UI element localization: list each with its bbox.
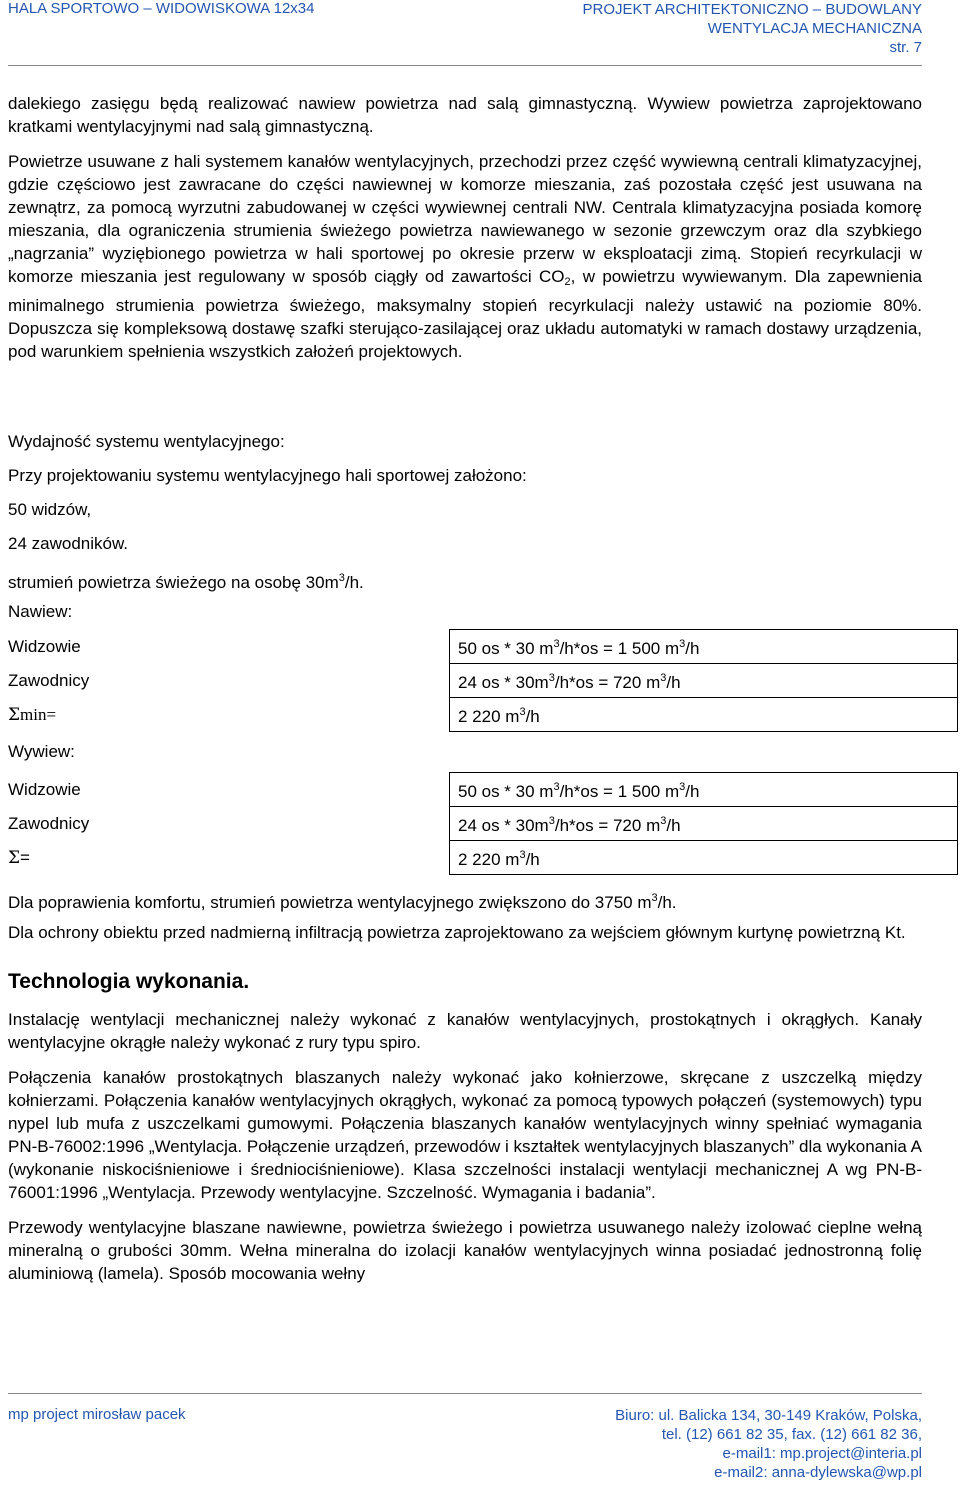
fresh-air-unit: /h. — [344, 573, 364, 592]
footer-address: Biuro: ul. Balicka 134, 30-149 Kraków, Polska, — [615, 1407, 922, 1424]
page-number: str. 7 — [889, 39, 922, 56]
fresh-air-text: strumień powietrza świeżego na osobę 30m — [8, 573, 339, 592]
sigma-symbol: Σ — [8, 704, 21, 725]
supply-table — [8, 629, 958, 732]
supply-title: Nawiew: — [8, 602, 73, 621]
supply-row-players — [8, 664, 958, 698]
players-count: 24 zawodników. — [8, 534, 129, 553]
exhaust-title: Wywiew: — [8, 742, 75, 761]
row-label: Widzowie — [8, 780, 81, 799]
exhaust-row-sum — [8, 841, 958, 875]
supply-row-sum — [8, 698, 958, 732]
exhaust-table — [8, 772, 958, 875]
footer-company: mp project mirosław pacek — [8, 1406, 186, 1423]
comfort-sup: 3 — [651, 892, 658, 904]
fresh-air-per-person — [8, 561, 922, 595]
header-divider — [8, 65, 922, 66]
paragraph-air-curtain: Dla ochrony obiektu przed nadmierną infiltracją powietrza zaprojektowano za wejściem głównym kurtynę powietrzną Kt. — [8, 923, 906, 942]
row-value: 24 os * $30m^3/h*os = 720$ $m^3/h$ — [450, 664, 958, 698]
row-value: 2 220 $m^3/h$ — [450, 698, 958, 732]
row-value: 24 os * $30m^3/h*os = 720$ $m^3/h$ — [450, 807, 958, 841]
row-label: Σ= — [8, 847, 30, 868]
spectators-count: 50 widzów, — [8, 500, 92, 519]
footer-divider — [8, 1393, 922, 1394]
supply-row-spectators — [8, 630, 958, 664]
paragraph-recirculation — [8, 150, 922, 363]
section-title-technology: Technologia wykonania. — [8, 970, 250, 993]
footer-phone: tel. (12) 661 82 35, fax. (12) 661 82 36, — [661, 1426, 922, 1443]
row-label: Zawodnicy — [8, 671, 90, 690]
row-value: 2 220 $m^3/h$ — [450, 841, 958, 875]
paragraph-ducts: Instalację wentylacji mechanicznej należy wykonać z kanałów wentylacyjnych, prostokątnych i okrągłych. Kanały wentylacyjne okrągłe należy wykonać z rury typu spiro. — [8, 1010, 922, 1052]
recirculation-text-b: , w powietrzu wywiewanym. Dla zapewnienia minimalnego strumienia powietrza świeżego, maksymalny stopień recyrkulacji należy ustawić na poziomie 80%. Dopuszcza się kompleksową dostawę szafki sterująco-zasilającej oraz układu automatyki w ramach dostawy urządzenia, pod warunkiem spełnienia wszystkich założeń projektowych. — [8, 267, 922, 361]
comfort-unit: /h. — [657, 893, 677, 912]
paragraph-air-supply: dalekiego zasięgu będą realizować nawiew powietrza nad salą gimnastyczną. Wywiew powietrza zaprojektowano kratkami wentylacyjnymi nad salą gimnastyczną. — [8, 94, 922, 136]
header-document-info — [583, 0, 923, 57]
paragraph-insulation: Przewody wentylacyjne blaszane nawiewne, powietrza świeżego i powietrza usuwanego należy izolować cieplne wełną mineralną o grubości 30mm. Wełna mineralna do izolacji kanałów wentylacyjnych winna posiadać jednostronną folię aluminiową (lamela). Sposób mocowania wełny — [8, 1218, 922, 1283]
capacity-title: Wydajność systemu wentylacyjnego: — [8, 432, 285, 451]
paragraph-connections: Połączenia kanałów prostokątnych blaszanych należy wykonać jako kołnierzowe, skręcane z uszczelką między kołnierzami. Połączenia kanałów wentylacyjnych okrągłych, wykonać za pomocą typowych połączeń (systemowych) typu nypel lub mufa z uszczelkami gumowymi. Połączenia blaszanych kanałów wentylacyjnych winny spełniać wymagania PN-B-76002:1996 „Wentylacja. Połączenie urządzeń, przewodów i kształtek wentylacyjnych blaszanych” dla wykonania A (wykonanie niskociśnieniowe i średniociśnieniowe). Klasa szczelności instalacji wentylacji mechanicznej A wg PN-B-76001:1996 „Wentylacja. Przewody wentylacyjne. Szczelność. Wymagania i badania”. — [8, 1068, 922, 1202]
header-project-type: PROJEKT ARCHITEKTONICZNO – BUDOWLANY — [582, 1, 922, 18]
document-body — [8, 92, 922, 1285]
row-value: 50 os * 30 $m^3/h*os = 1$ 500 $m^3/h$ — [450, 773, 958, 807]
row-label: Zawodnicy — [8, 814, 90, 833]
exhaust-row-spectators — [8, 773, 958, 807]
fresh-air-sup: 3 — [338, 572, 345, 584]
header-project-name: HALA SPORTOWO – WIDOWISKOWA 12x34 — [8, 0, 315, 17]
recirculation-text-a: Powietrze usuwane z hali systemem kanałów wentylacyjnych, przechodzi przez część wywiewną centrali klimatyzacyjnej, gdzie częściowo jest zawracane do części nawiewnej w komorze mieszania, zaś pozostała część jest usuwana na zewnątrz, za pomocą wyrzutni zabudowanej w części wywiewnej centrali NW. Centrala klimatyzacyjna posiada komorę mieszania, dla ograniczenia strumienia świeżego powietrza nawiewanego w sezonie grzewczym oraz dla szybkiego „nagrzania” wyziębionego powietrza w hali sportowej po okresie przerw w eksploatacji zimą. Stopień recyrkulacji w komorze mieszania jest regulowany w sposób ciągły od zawartości CO — [8, 152, 922, 286]
assumptions-text: Przy projektowaniu systemu wentylacyjnego hali sportowej założono: — [8, 466, 527, 485]
row-value: 50 os * 30 $m^3/h*os = 1$ 500 $m^3/h$ — [450, 630, 958, 664]
footer-email1: e-mail1: mp.project@interia.pl — [722, 1445, 922, 1462]
row-label: Widzowie — [8, 637, 81, 656]
footer-email2: e-mail2: anna-dylewska@wp.pl — [714, 1464, 922, 1481]
comfort-text: Dla poprawienia komfortu, strumień powietrza wentylacyjnego zwiększono do 3750 m — [8, 893, 652, 912]
comfort-increase — [8, 881, 922, 915]
sigma-symbol: Σ — [8, 847, 21, 868]
header-section: WENTYLACJA MECHANICZNA — [707, 20, 922, 37]
row-label: Σmin= — [8, 704, 57, 725]
co2-subscript: 2 — [564, 276, 571, 288]
exhaust-row-players — [8, 807, 958, 841]
footer-contact — [615, 1406, 922, 1482]
